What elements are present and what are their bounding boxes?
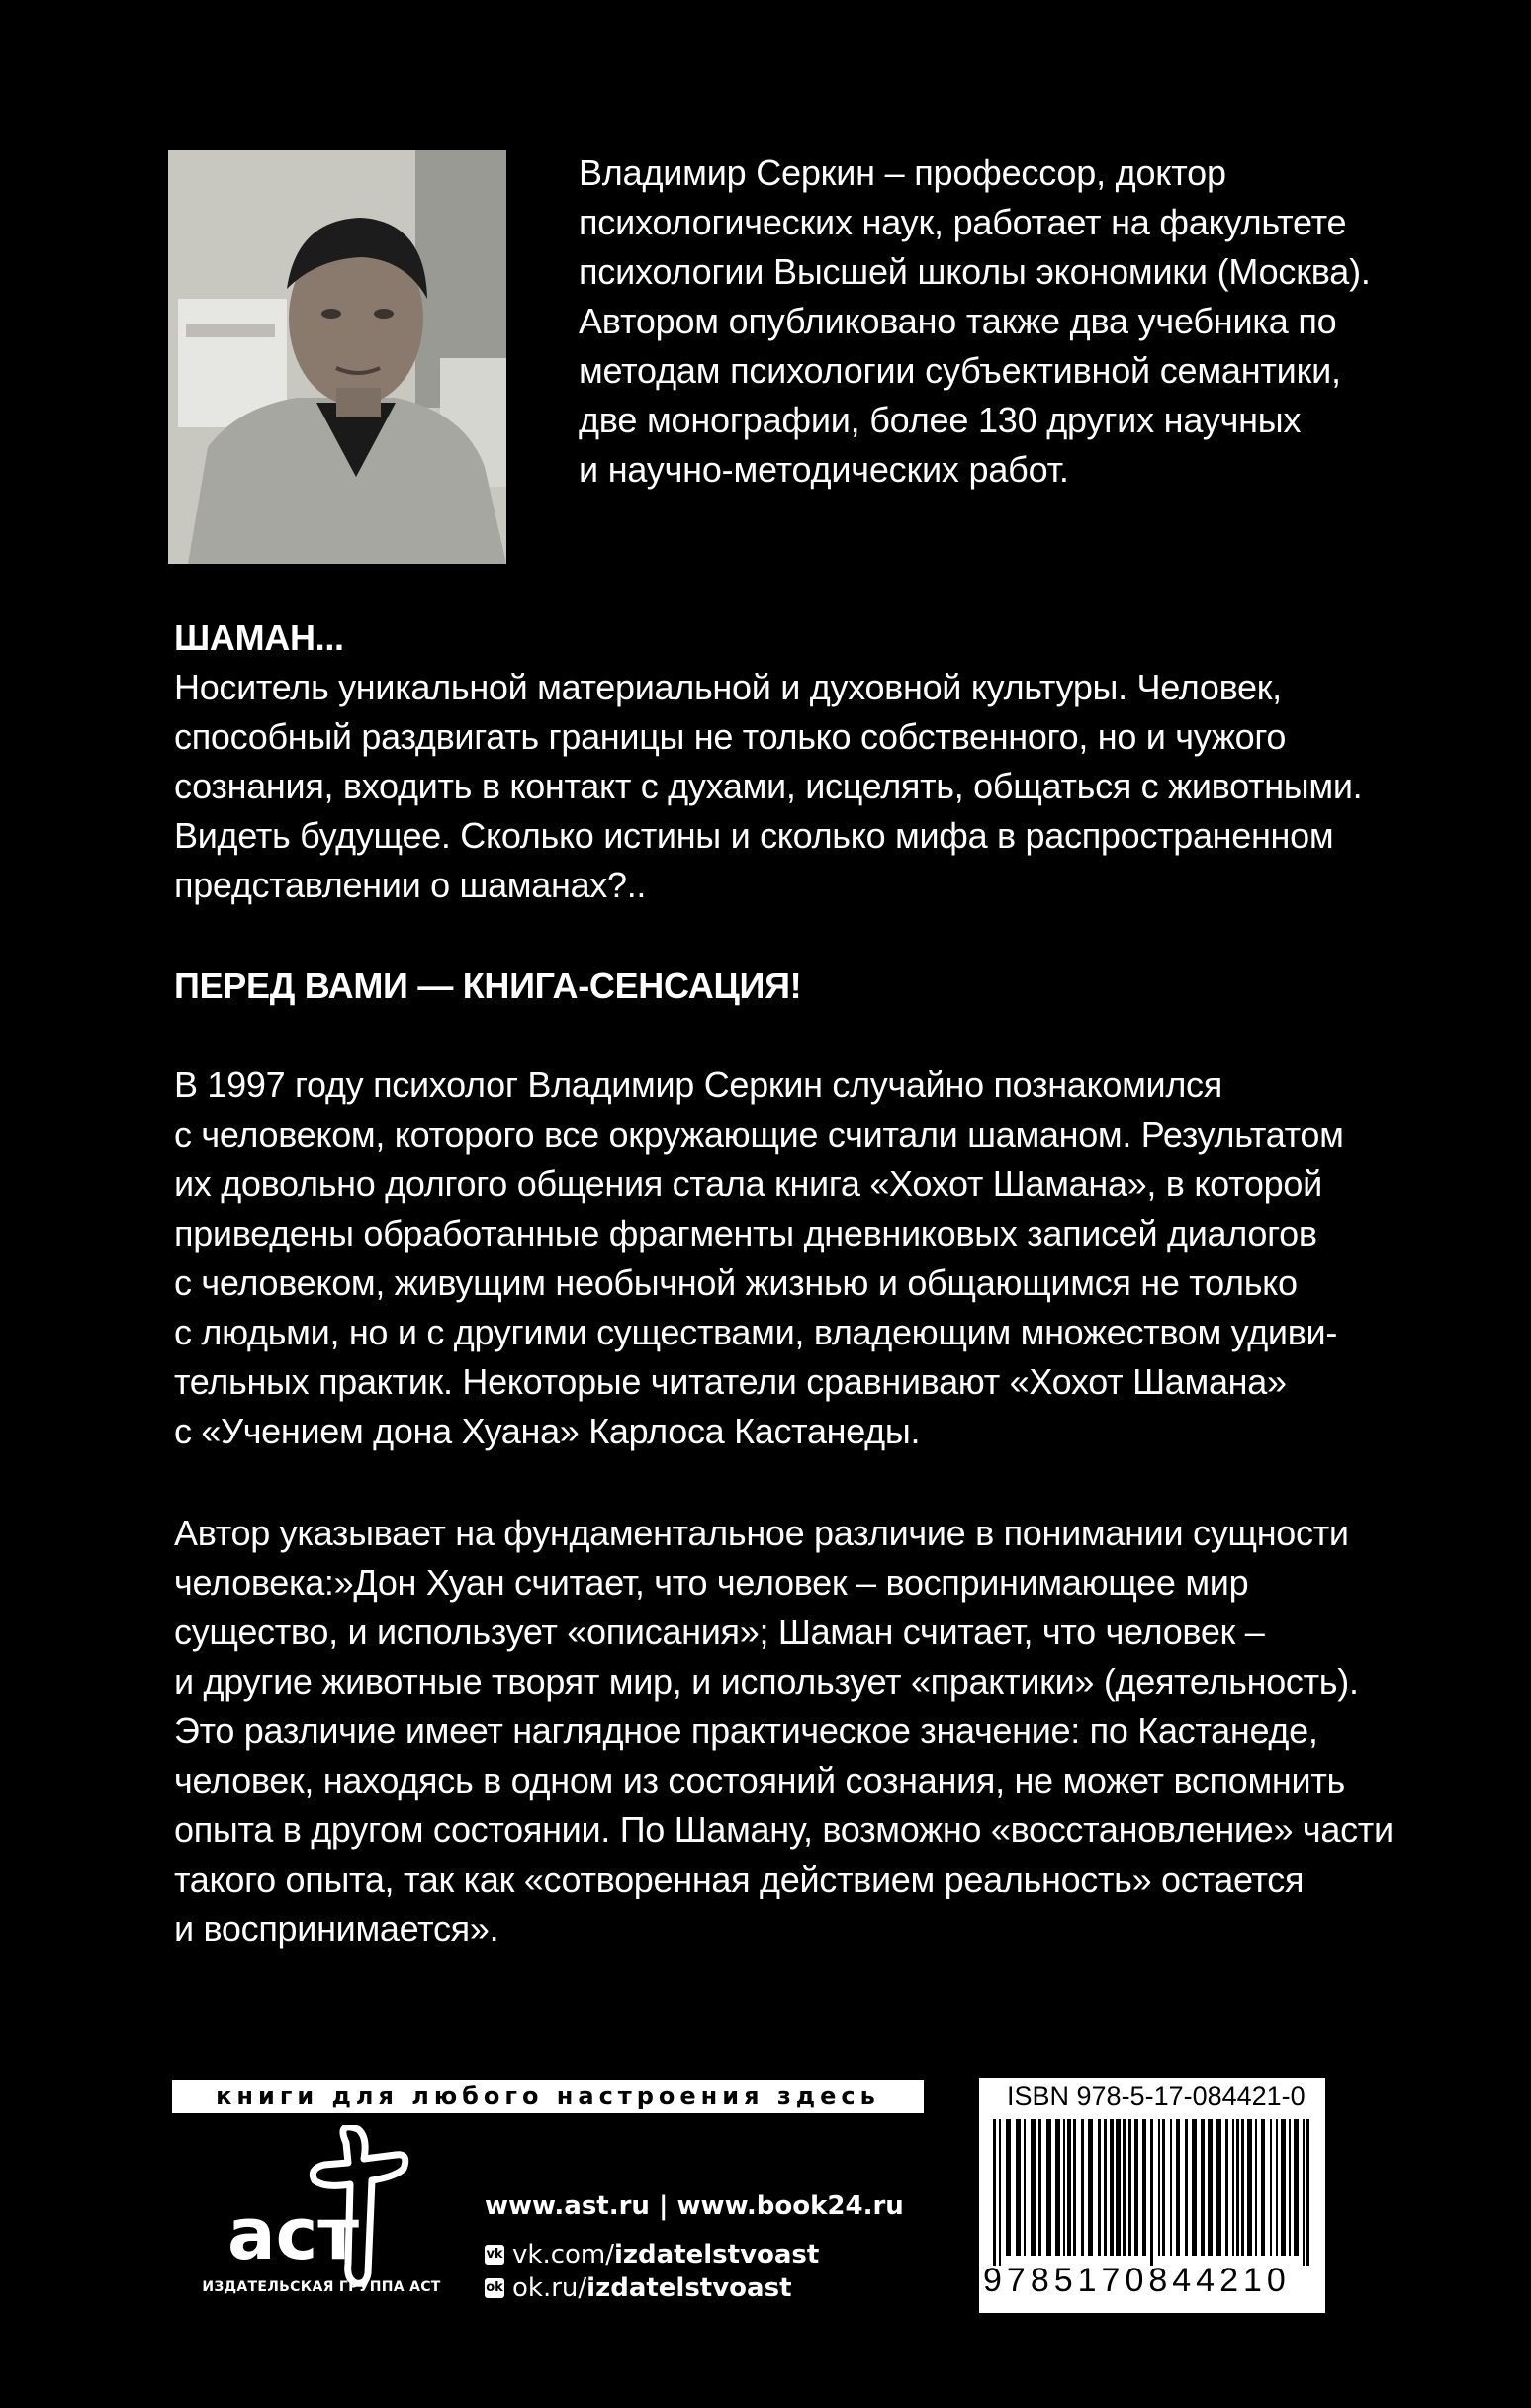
website-links[interactable]: www.ast.ru | www.book24.ru — [485, 2191, 904, 2221]
ast-logo — [198, 2125, 445, 2293]
text-line: приведены обработанные фрагменты дневниковых записей диалогов — [174, 1213, 1317, 1253]
barcode-bar — [1261, 2119, 1265, 2256]
bio-line: две монографии, более 130 других научных — [579, 400, 1302, 440]
barcode-bar — [1176, 2119, 1180, 2256]
bio-line: и научно-методических работ. — [579, 449, 1069, 490]
isbn-barcode — [979, 2078, 1325, 2313]
barcode-bar — [1024, 2119, 1026, 2256]
section-difference — [174, 1509, 1460, 1954]
social-links — [485, 2238, 904, 2305]
section-heading: ШАМАН... — [174, 617, 344, 658]
text-line: и воспринимается». — [174, 1908, 499, 1949]
barcode-bar — [1306, 2119, 1309, 2266]
barcode-bar — [1201, 2119, 1205, 2256]
ok-domain: ok.ru/ — [512, 2273, 587, 2303]
barcode-bar — [1055, 2119, 1060, 2256]
barcode-bar — [1063, 2119, 1065, 2256]
barcode-bar — [1150, 2119, 1153, 2266]
barcode-bar — [1046, 2119, 1051, 2256]
barcode-bar — [1038, 2119, 1041, 2256]
text-line: человек, находясь в одном из состояний сознания, не может вспомнить — [174, 1760, 1345, 1801]
barcode-bar — [1134, 2119, 1138, 2256]
barcode-bar — [1241, 2119, 1244, 2256]
section-heading: ПЕРЕД ВАМИ — КНИГА-СЕНСАЦИЯ! — [174, 966, 802, 1006]
tagline-bar: книги для любого настроения здесь — [172, 2080, 924, 2113]
barcode-bar — [1088, 2119, 1093, 2256]
text-line: с человеком, живущим необычной жизнью и общающимся не только — [174, 1262, 1298, 1303]
vk-domain: vk.com/ — [512, 2240, 614, 2269]
barcode-bar — [1016, 2119, 1021, 2256]
barcode-bar — [1006, 2119, 1011, 2256]
barcode-bar — [1116, 2119, 1121, 2256]
isbn-digits: 9785170844210 — [983, 2262, 1291, 2299]
barcode-bar — [1216, 2119, 1221, 2256]
barcode-bar — [1276, 2119, 1278, 2256]
bio-line: методам психологии субъективной семантики, — [579, 350, 1341, 391]
barcode-bar — [1123, 2119, 1126, 2256]
text-line: Видеть будущее. Сколько истины и сколько мифа в распространенном — [174, 815, 1334, 856]
section-history — [174, 1061, 1460, 1456]
barcode-bar — [1208, 2119, 1213, 2256]
text-line: представлении о шаманах?.. — [174, 865, 647, 905]
text-line: Носитель уникальной материальной и духовной культуры. Человек, — [174, 667, 1282, 707]
text-line: способный раздвигать границы не только собственного, но и чужого — [174, 716, 1287, 757]
vk-handle: izdatelstvoast — [614, 2240, 820, 2269]
barcode-bar — [1185, 2119, 1188, 2256]
text-line: человека:»Дон Хуан считает, что человек – воспринимающее мир — [174, 1562, 1249, 1603]
ok-icon: ok — [485, 2278, 504, 2298]
text-line: существо, и использует «описания»; Шаман считает, что человек – — [174, 1612, 1265, 1652]
text-line: такого опыта, так как «сотворенная действием реальность» остается — [174, 1859, 1305, 1899]
barcode-bar — [1303, 2119, 1305, 2266]
bio-line: Владимир Серкин – профессор, доктор — [579, 152, 1226, 193]
text-line: В 1997 году психолог Владимир Серкин случайно познакомился — [174, 1065, 1222, 1105]
bio-line: психологических наук, работает на факультете — [579, 202, 1347, 242]
barcode-bar — [1289, 2119, 1291, 2256]
text-line: с человеком, которого все окружающие считали шаманом. Результатом — [174, 1114, 1344, 1155]
barcode-bar — [1232, 2119, 1234, 2256]
barcode-bar — [1294, 2119, 1299, 2256]
barcode-bar — [1067, 2119, 1071, 2256]
barcode-bar — [1158, 2119, 1160, 2256]
author-photo — [168, 150, 506, 564]
section-sensation — [174, 962, 1460, 1011]
section-shaman — [174, 613, 1460, 910]
barcode-bar — [1270, 2119, 1272, 2256]
footer-links — [485, 2188, 904, 2305]
vk-icon: vk — [485, 2245, 504, 2265]
bio-line: психологии Высшей школы экономики (Москва). — [579, 251, 1371, 292]
barcode-bar — [1281, 2119, 1286, 2256]
barcode-bar — [993, 2119, 996, 2266]
barcode-bar — [1081, 2119, 1084, 2256]
barcode-bar — [1192, 2119, 1197, 2256]
barcode-bar — [1031, 2119, 1036, 2256]
barcode-bar — [1073, 2119, 1076, 2256]
barcode-bar — [1170, 2119, 1172, 2256]
ok-link[interactable] — [485, 2271, 904, 2305]
bio-line: Автором опубликовано также два учебника по — [579, 301, 1337, 341]
barcode-bar — [1142, 2119, 1146, 2256]
barcode-bar — [999, 2119, 1001, 2266]
ok-handle: izdatelstvoast — [586, 2273, 792, 2303]
text-line: Это различие имеет наглядное практическое значение: по Кастанеде, — [174, 1711, 1318, 1751]
text-line: их довольно долгого общения стала книга «Хохот Шамана», в которой — [174, 1163, 1322, 1204]
barcode-bar — [1247, 2119, 1252, 2256]
publisher-name: ИЗДАТЕЛЬСКАЯ ГРУППА АСТ — [202, 2279, 441, 2295]
logo-text: аст — [227, 2192, 359, 2275]
barcode-bar — [1104, 2119, 1107, 2256]
text-line: и другие животные творят мир, и использует «практики» (деятельность). — [174, 1661, 1359, 1702]
text-line: с «Учением дона Хуана» Карлоса Кастанеды. — [174, 1411, 921, 1451]
text-line: Автор указывает на фундаментальное различие в понимании сущности — [174, 1513, 1349, 1553]
vk-link[interactable] — [485, 2238, 904, 2271]
barcode-bar — [1128, 2119, 1131, 2256]
barcode-bar — [1255, 2119, 1257, 2256]
barcode-bar — [1098, 2119, 1101, 2256]
barcode-bar — [1162, 2119, 1165, 2256]
barcode-bar — [1225, 2119, 1228, 2256]
barcode-bar — [1236, 2119, 1239, 2256]
text-line: с людьми, но и с другими существами, владеющим множеством удиви- — [174, 1312, 1338, 1352]
text-line: сознания, входить в контакт с духами, исцелять, общаться с животными. — [174, 766, 1363, 806]
text-line: тельных практик. Некоторые читатели сравнивают «Хохот Шамана» — [174, 1361, 1287, 1402]
barcode-bar — [1110, 2119, 1114, 2256]
isbn-label: ISBN 978-5-17-084421-0 — [1007, 2082, 1306, 2111]
text-line: опыта в другом состоянии. По Шаману, возможно «восстановление» части — [174, 1809, 1394, 1850]
author-bio — [579, 148, 1488, 495]
barcode-bars — [989, 2119, 1315, 2266]
